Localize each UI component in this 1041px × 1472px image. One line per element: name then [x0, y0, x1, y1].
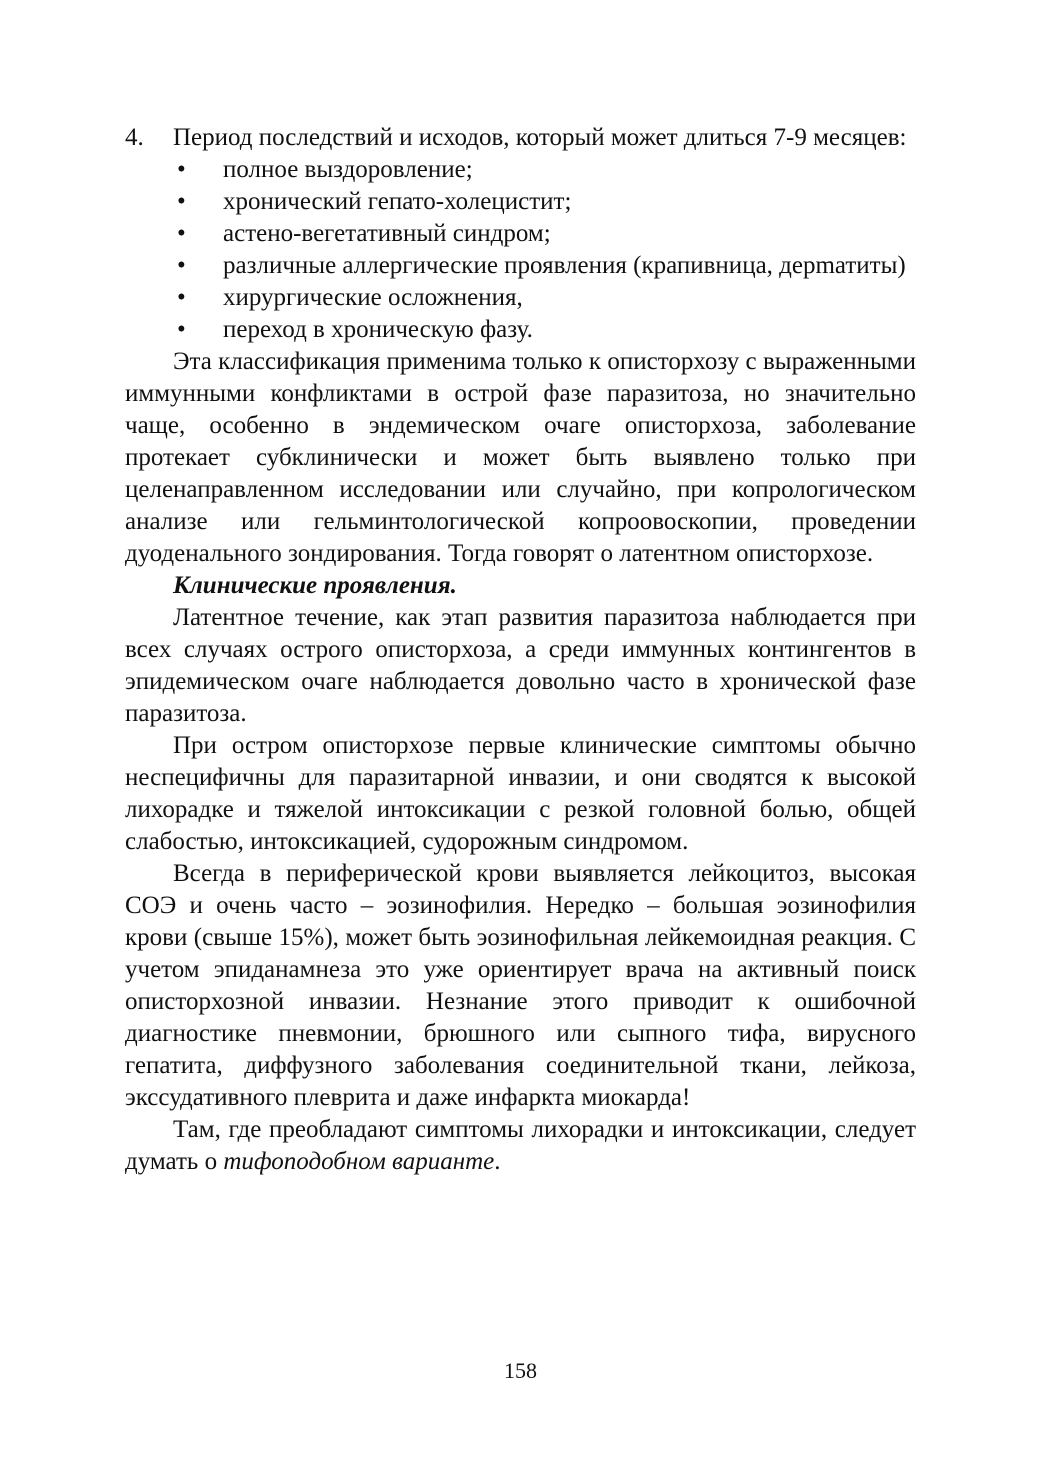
- emphasis-text: тифоподобном варианте: [223, 1148, 495, 1175]
- bullet-icon: •: [177, 252, 186, 279]
- numbered-list-item: [125, 122, 916, 154]
- bullet-text: полное выздоровление;: [223, 156, 473, 183]
- bullet-icon: •: [177, 316, 186, 343]
- paragraph-typhoid-variant: [125, 1114, 916, 1178]
- bullet-icon: •: [177, 156, 186, 183]
- bullet-item: [125, 218, 916, 250]
- paragraph-text-end: .: [494, 1148, 501, 1175]
- section-heading: Клинические проявления.: [173, 572, 457, 599]
- bullet-icon: •: [177, 284, 186, 311]
- bullet-text: хирургические осложнения,: [223, 284, 523, 311]
- paragraph-blood-findings: Всегда в периферической крови выявляется лейкоцитоз, высокая СОЭ и очень часто – эозинофилия. Нередко – большая эозинофилия крови (свыше 15%), может быть эозинофильная лейкемоидная реакция. С учетом эпиданамнеза это уже ориентирует врача на активный поиск описторхозной инвазии. Незнание этого приводит к ошибочной диагностике пневмонии, брюшного или сыпного тифа, вирусного гепатита, диффузного заболевания соединительной ткани, лейкоза, экссудативного плеврита и даже инфаркта миокарда!: [125, 860, 916, 1111]
- bullet-icon: •: [177, 220, 186, 247]
- bullet-list: [125, 154, 916, 346]
- bullet-item: [125, 314, 916, 346]
- bullet-item: [125, 250, 916, 282]
- page-number: 158: [504, 1358, 537, 1383]
- page-body: [125, 122, 916, 1178]
- paragraph-latent-course: Латентное течение, как этап развития паразитоза наблюдается при всех случаях острого описторхоза, а среди иммунных контингентов в эпидемическом очаге наблюдается довольно часто в хронической фазе паразитоза.: [125, 604, 916, 727]
- paragraph-classification: Эта классификация применима только к описторхозу с выраженными иммунными конфликтами в острой фазе паразитоза, но значительно чаще, особенно в эндемическом очаге описторхоза, заболевание протекает субклинически и может быть выявлено только при целенаправленном исследовании или случайно, при копрологическом анализе или гельминтологической копроовоскопии, проведении дуоденального зондирования. Тогда говорят о латентном описторхозе.: [125, 348, 916, 567]
- bullet-text: хронический гепато-холецистит;: [223, 188, 572, 215]
- paragraph-acute-symptoms: При остром описторхозе первые клинические симптомы обычно неспецифичны для паразитарной инвазии, и они сводятся к высокой лихорадке и тяжелой интоксикации с резкой головной болью, общей слабостью, интоксикацией, судорожным синдромом.: [125, 732, 916, 855]
- bullet-text: различные аллергические проявления (крапивница, дерmатиты): [223, 252, 906, 279]
- paragraph-text: Там, где преобладают симптомы лихорадки и интоксикации, следует думать о: [125, 1116, 916, 1175]
- bullet-icon: •: [177, 188, 186, 215]
- list-item-text: Период последствий и исходов, который может длиться 7-9 месяцев:: [173, 124, 907, 151]
- list-item-number: 4.: [125, 124, 144, 151]
- bullet-text: переход в хроническую фазу.: [223, 316, 533, 343]
- bullet-item: [125, 186, 916, 218]
- bullet-item: [125, 282, 916, 314]
- bullet-text: астено-вегетативный синдром;: [223, 220, 551, 247]
- bullet-item: [125, 154, 916, 186]
